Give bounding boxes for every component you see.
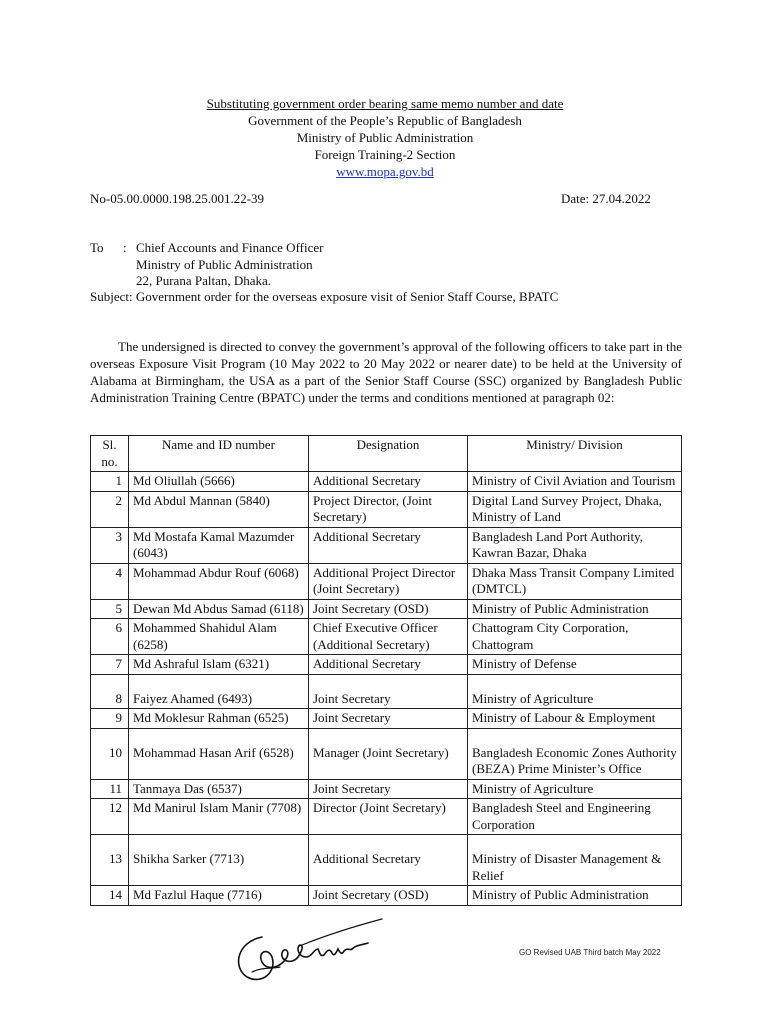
recipient-street: 22, Purana Paltan, Dhaka. [136, 273, 272, 288]
table-row [91, 886, 682, 906]
cell-ministry: Ministry of Public Administration [468, 599, 682, 619]
substitution-note: Substituting government order bearing same memo number and date [206, 96, 564, 111]
cell-sl: 4 [91, 563, 129, 599]
cell-sl: 2 [91, 491, 129, 527]
cell-name: Tanmaya Das (6537) [129, 779, 309, 799]
section-name: Foreign Training-2 Section [314, 147, 456, 162]
table-row [91, 709, 682, 729]
cell-ministry: Digital Land Survey Project, Dhaka, Ministry of Land [468, 491, 682, 527]
cell-sl: 14 [91, 886, 129, 906]
cell-designation: Additional Secretary [309, 655, 468, 675]
cell-name: Mohammad Abdur Rouf (6068) [129, 563, 309, 599]
subject-line: Subject: Government order for the overseas exposure visit of Senior Staff Course, BPATC [90, 289, 559, 304]
cell-name: Md Fazlul Haque (7716) [129, 886, 309, 906]
table-row [91, 599, 682, 619]
table-row [91, 674, 682, 709]
col-header-ministry: Ministry/ Division [468, 436, 682, 472]
officers-table [90, 435, 682, 906]
cell-sl: 12 [91, 799, 129, 835]
cell-designation: Chief Executive Officer (Additional Secretary) [309, 619, 468, 655]
cell-name: Md Oliullah (5666) [129, 472, 309, 492]
to-colon: : [123, 240, 127, 255]
cell-designation: Joint Secretary (OSD) [309, 886, 468, 906]
table-row [91, 728, 682, 779]
cell-ministry: Bangladesh Economic Zones Authority (BEZA) Prime Minister’s Office [468, 728, 682, 779]
table-row [91, 835, 682, 886]
cell-ministry: Ministry of Civil Aviation and Tourism [468, 472, 682, 492]
table-row [91, 799, 682, 835]
ministry-name: Ministry of Public Administration [296, 130, 474, 145]
government-name: Government of the People’s Republic of Bangladesh [248, 113, 522, 128]
cell-name: Mohammed Shahidul Alam (6258) [129, 619, 309, 655]
cell-sl: 10 [91, 728, 129, 779]
cell-sl: 11 [91, 779, 129, 799]
cell-designation: Joint Secretary [309, 674, 468, 709]
cell-name: Mohammad Hasan Arif (6528) [129, 728, 309, 779]
cell-sl: 6 [91, 619, 129, 655]
cell-designation: Manager (Joint Secretary) [309, 728, 468, 779]
cell-designation: Joint Secretary [309, 709, 468, 729]
cell-sl: 9 [91, 709, 129, 729]
cell-sl: 13 [91, 835, 129, 886]
cell-name: Md Mostafa Kamal Mazumder (6043) [129, 527, 309, 563]
cell-sl: 7 [91, 655, 129, 675]
cell-designation: Project Director, (Joint Secretary) [309, 491, 468, 527]
cell-designation: Joint Secretary [309, 779, 468, 799]
table-header-row [91, 436, 682, 472]
cell-ministry: Bangladesh Land Port Authority, Kawran Bazar, Dhaka [468, 527, 682, 563]
col-header-designation: Designation [309, 436, 468, 472]
table-row [91, 527, 682, 563]
cell-name: Dewan Md Abdus Samad (6118) [129, 599, 309, 619]
cell-designation: Joint Secretary (OSD) [309, 599, 468, 619]
cell-sl: 5 [91, 599, 129, 619]
table-row [91, 619, 682, 655]
letterhead [0, 95, 770, 180]
cell-ministry: Ministry of Disaster Management & Relief [468, 835, 682, 886]
to-label: To [90, 240, 104, 255]
cell-name: Shikha Sarker (7713) [129, 835, 309, 886]
cell-sl: 1 [91, 472, 129, 492]
table-row [91, 779, 682, 799]
table-row [91, 563, 682, 599]
cell-designation: Director (Joint Secretary) [309, 799, 468, 835]
cell-ministry: Chattogram City Corporation, Chattogram [468, 619, 682, 655]
recipient-office: Ministry of Public Administration [136, 256, 313, 272]
recipient-address [136, 240, 323, 290]
cell-name: Md Moklesur Rahman (6525) [129, 709, 309, 729]
website-link[interactable]: www.mopa.gov.bd [336, 164, 434, 179]
table-row [91, 491, 682, 527]
cell-name: Md Abdul Mannan (5840) [129, 491, 309, 527]
memo-number: No-05.00.0000.198.25.001.22-39 [90, 191, 265, 206]
cell-ministry: Dhaka Mass Transit Company Limited (DMTCL) [468, 563, 682, 599]
table-row [91, 472, 682, 492]
cell-ministry: Bangladesh Steel and Engineering Corporation [468, 799, 682, 835]
cell-sl: 3 [91, 527, 129, 563]
cell-ministry: Ministry of Agriculture [468, 779, 682, 799]
cell-ministry: Ministry of Agriculture [468, 674, 682, 709]
col-header-sl: Sl. no. [91, 436, 129, 472]
cell-name: Faiyez Ahamed (6493) [129, 674, 309, 709]
cell-designation: Additional Secretary [309, 527, 468, 563]
cell-designation: Additional Project Director (Joint Secretary) [309, 563, 468, 599]
memo-date: Date: 27.04.2022 [561, 191, 651, 206]
cell-designation: Additional Secretary [309, 472, 468, 492]
footer-note: GO Revised UAB Third batch May 2022 [519, 948, 661, 957]
cell-ministry: Ministry of Defense [468, 655, 682, 675]
cell-designation: Additional Secretary [309, 835, 468, 886]
cell-name: Md Ashraful Islam (6321) [129, 655, 309, 675]
cell-ministry: Ministry of Labour & Employment [468, 709, 682, 729]
cell-sl: 8 [91, 674, 129, 709]
cell-ministry: Ministry of Public Administration [468, 886, 682, 906]
signature [232, 917, 392, 987]
body-paragraph: The undersigned is directed to convey the government’s approval of the following officers to take part in the overseas Exposure Visit Program (10 May 2022 to 20 May 2022 or nearer date) to be held at the University of Alabama at Birmingham, the USA as a part of the Senior Staff Course (SSC) organized by Bangladesh Public Administration Training Centre (BPATC) under the terms and conditions mentioned at paragraph 02: [90, 339, 683, 405]
col-header-name: Name and ID number [129, 436, 309, 472]
table-row [91, 655, 682, 675]
recipient-title: Chief Accounts and Finance Officer [136, 240, 324, 255]
cell-name: Md Manirul Islam Manir (7708) [129, 799, 309, 835]
